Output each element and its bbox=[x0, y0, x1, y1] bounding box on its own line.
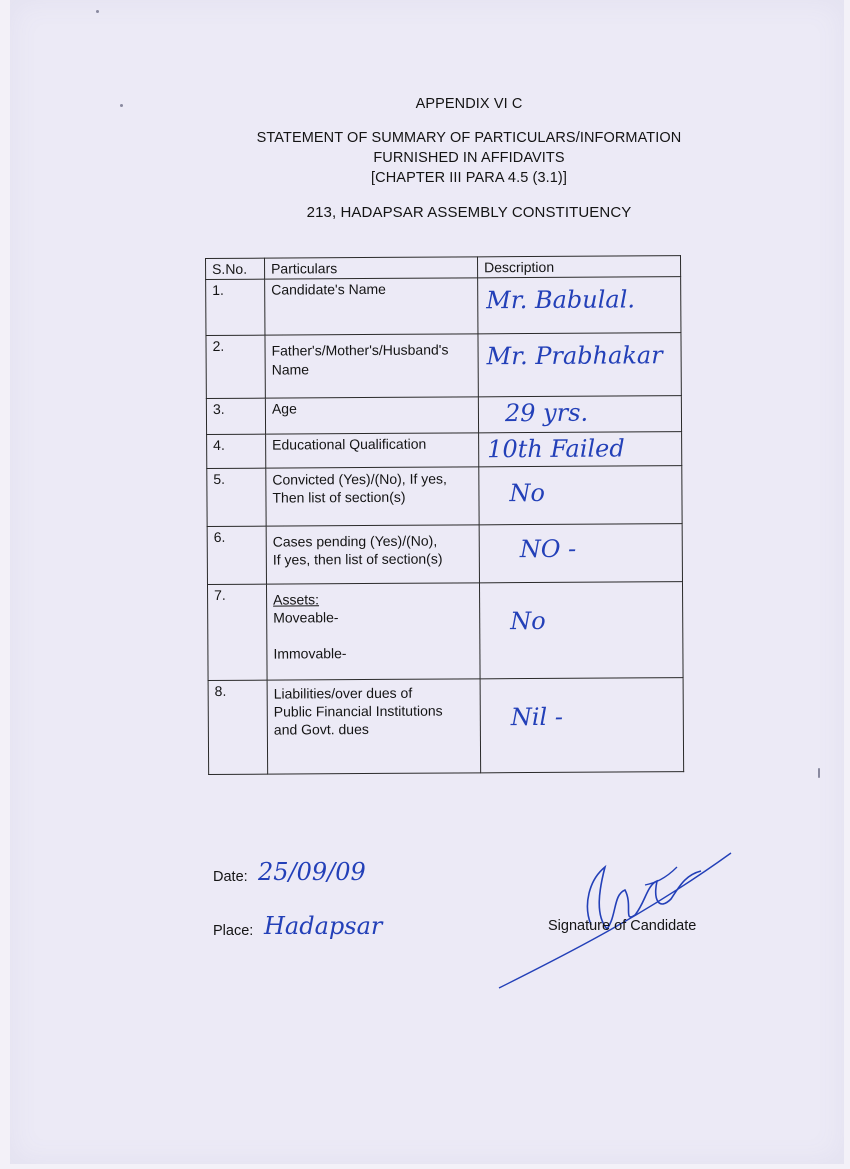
table-row bbox=[207, 524, 682, 585]
table-row bbox=[208, 678, 684, 775]
row-description bbox=[479, 466, 682, 525]
row-description bbox=[479, 524, 682, 583]
row-sno: 2. bbox=[206, 335, 265, 398]
table-row bbox=[206, 396, 681, 435]
row-sno: 6. bbox=[207, 526, 266, 584]
header-particulars: Particulars bbox=[265, 257, 478, 279]
row-particular bbox=[266, 525, 479, 584]
row-description bbox=[478, 333, 681, 397]
place-label: Place: bbox=[213, 923, 254, 939]
row-particular-line: Liabilities/over dues of bbox=[273, 684, 413, 702]
row-particular bbox=[266, 583, 480, 680]
table-header-row bbox=[206, 256, 681, 280]
row-sno: 5. bbox=[207, 468, 266, 526]
scan-speck bbox=[120, 104, 123, 107]
header-description: Description bbox=[477, 256, 680, 278]
table-row bbox=[207, 466, 682, 527]
table-row bbox=[207, 582, 683, 681]
row-particular-line: Then list of section(s) bbox=[272, 488, 406, 506]
handwritten-value: No bbox=[510, 606, 546, 636]
row-particular: Age bbox=[265, 397, 478, 434]
row-particular-line: and Govt. dues bbox=[273, 721, 369, 738]
row-particular-line: Immovable- bbox=[273, 645, 347, 662]
particulars-table bbox=[205, 255, 684, 775]
date-value: 25/09/09 bbox=[258, 858, 366, 886]
statement-title-line2: FURNISHED IN AFFIDAVITS bbox=[373, 150, 565, 166]
handwritten-value: 29 yrs. bbox=[504, 398, 589, 428]
row-sno: 1. bbox=[206, 279, 265, 335]
row-particular-text: Father's/Mother's/Husband's Name bbox=[271, 341, 449, 378]
row-particular bbox=[266, 467, 479, 526]
row-particular bbox=[267, 679, 481, 774]
row-particular-line: Cases pending (Yes)/(No), bbox=[272, 532, 438, 550]
row-particular: Educational Qualification bbox=[266, 433, 479, 468]
scan-speck bbox=[96, 10, 99, 13]
row-description bbox=[480, 678, 684, 773]
table-row bbox=[206, 333, 681, 399]
header-sno: S.No. bbox=[206, 258, 265, 279]
handwritten-value: Mr. Babulal. bbox=[486, 285, 636, 315]
constituency-title: 213, HADAPSAR ASSEMBLY CONSTITUENCY bbox=[306, 204, 632, 221]
row-particular: Candidate's Name bbox=[265, 278, 478, 335]
row-sno: 7. bbox=[207, 584, 267, 680]
row-description bbox=[478, 396, 681, 433]
row-sno: 8. bbox=[208, 680, 268, 774]
table-row bbox=[207, 432, 682, 469]
date-label: Date: bbox=[213, 869, 248, 885]
scan-speck bbox=[818, 768, 820, 778]
row-description bbox=[479, 432, 682, 467]
statement-title-line1: STATEMENT OF SUMMARY OF PARTICULARS/INFORMATION bbox=[256, 130, 682, 146]
handwritten-value: No bbox=[509, 478, 545, 508]
row-particular-line: If yes, then list of section(s) bbox=[272, 550, 443, 568]
table-row bbox=[206, 277, 681, 336]
row-particular-line: Moveable- bbox=[273, 609, 339, 626]
handwritten-value: 10th Failed bbox=[487, 434, 625, 464]
place-value: Hadapsar bbox=[264, 912, 383, 940]
row-description bbox=[479, 582, 683, 679]
row-sno: 3. bbox=[206, 398, 265, 434]
row-description bbox=[478, 277, 681, 334]
handwritten-value: NO - bbox=[519, 534, 577, 564]
handwritten-value: Mr. Prabhakar bbox=[486, 341, 663, 371]
row-particular-line: Convicted (Yes)/(No), If yes, bbox=[272, 470, 447, 488]
signature-label: Signature of Candidate bbox=[548, 918, 697, 934]
row-particular bbox=[265, 334, 478, 398]
row-sno: 4. bbox=[207, 434, 266, 468]
chapter-reference: [CHAPTER III PARA 4.5 (3.1)] bbox=[371, 170, 567, 186]
handwritten-value: Nil - bbox=[510, 702, 563, 732]
row-particular-line: Public Financial Institutions bbox=[273, 702, 443, 720]
appendix-title: APPENDIX VI C bbox=[415, 96, 523, 112]
row-particular-heading: Assets: bbox=[273, 591, 320, 608]
